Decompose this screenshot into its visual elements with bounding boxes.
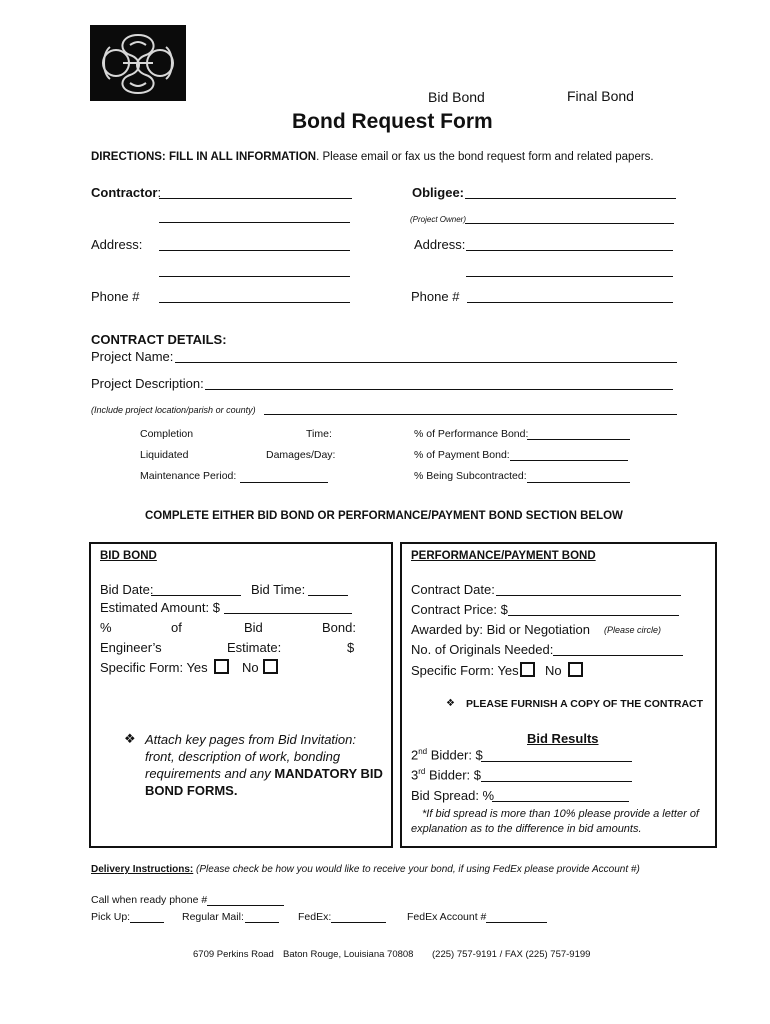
bid-results-heading: Bid Results (527, 731, 599, 746)
regular-mail-label: Regular Mail: (182, 911, 244, 923)
directions-rest: . Please email or fax us the bond request form and related papers. (316, 151, 654, 163)
contractor-address-field-line2[interactable] (159, 276, 350, 277)
performance-bond-pct-field[interactable] (527, 439, 630, 440)
attach-line1: Attach key pages from Bid Invitation: (145, 732, 356, 747)
delivery-note: (Please check be how you would like to receive your bond, if using FedEx please provide Account #) (193, 864, 640, 875)
being-subcontracted-label: % Being Subcontracted: (414, 470, 527, 482)
bid-specific-form-no-label: No (242, 660, 259, 675)
spread-note-line2: explanation as to the difference in bid amounts. (411, 823, 642, 835)
furnish-copy-note: PLEASE FURNISH A COPY OF THE CONTRACT (466, 698, 704, 710)
bid-label: Bid (244, 620, 263, 635)
attach-line4: BOND FORMS. (145, 783, 238, 798)
of-label: of (171, 620, 182, 635)
perf-specific-form-label: Specific Form: Yes (411, 663, 519, 678)
bid-specific-form-no (242, 659, 278, 675)
section-instruction: COMPLETE EITHER BID BOND OR PERFORMANCE/PAYMENT BOND SECTION BELOW (145, 510, 623, 522)
second-bidder-label (411, 747, 483, 762)
contractor-colon: : (157, 185, 162, 200)
obligee-address-field-line2[interactable] (466, 276, 673, 277)
third-bidder-label (411, 767, 481, 782)
project-description-field[interactable] (205, 389, 673, 390)
contractor-phone-field[interactable] (159, 302, 350, 303)
bid-spread-label: Bid Spread: % (411, 788, 495, 803)
estimate-label: Estimate: (227, 640, 282, 655)
contract-price-field[interactable] (508, 615, 679, 616)
obligee-phone-field[interactable] (467, 302, 673, 303)
obligee-address-field[interactable] (466, 250, 673, 251)
bid-time-label: Bid Time: (251, 582, 306, 597)
bid-bond-option: Bid Bond (428, 89, 485, 105)
third-bidder-field[interactable] (481, 781, 632, 782)
project-name-label: Project Name: (91, 349, 174, 364)
footer-city: Baton Rouge, Louisiana 70808 (283, 949, 414, 960)
location-note: (Include project location/parish or county) (91, 405, 256, 415)
call-when-ready-field[interactable] (207, 905, 284, 906)
attach-line3 (145, 766, 383, 781)
contractor-address-field[interactable] (159, 250, 350, 251)
directions-bold: DIRECTIONS: FILL IN ALL INFORMATION (91, 151, 317, 163)
dollar-label: $ (347, 640, 355, 655)
contract-details-heading: CONTRACT DETAILS: (91, 332, 227, 347)
company-logo (90, 25, 186, 101)
regular-mail-field[interactable] (245, 922, 279, 923)
obligee-field-line2[interactable] (465, 223, 674, 224)
bid-specific-form-label: Specific Form: Yes (100, 660, 208, 675)
bid-time-field[interactable] (308, 595, 348, 596)
contract-date-field[interactable] (496, 595, 681, 596)
originals-needed-label: No. of Originals Needed: (411, 642, 554, 657)
delivery-instructions (91, 864, 640, 875)
maintenance-period-field[interactable] (240, 482, 328, 483)
fedex-field[interactable] (331, 922, 386, 923)
maintenance-period-label: Maintenance Period: (140, 470, 237, 482)
being-subcontracted-field[interactable] (527, 482, 630, 483)
perf-specific-form-no (545, 662, 583, 678)
bid-specific-form-no-checkbox[interactable] (263, 659, 278, 674)
form-title: Bond Request Form (292, 110, 493, 133)
project-location-field[interactable] (264, 414, 677, 415)
third-bidder-sup: rd (418, 767, 426, 776)
second-bidder-sup: nd (418, 747, 428, 756)
second-bidder-pre: 2 (411, 747, 419, 763)
bid-spread-field[interactable] (492, 801, 629, 802)
pick-up-label: Pick Up: (91, 911, 131, 923)
please-circle-note: (Please circle) (604, 625, 662, 635)
attach-line3-italic: requirements and any (145, 766, 275, 781)
bond-label: Bond: (322, 620, 356, 635)
obligee-label: Obligee: (412, 185, 465, 200)
contractor-field[interactable] (159, 198, 352, 199)
payment-bond-pct-field[interactable] (510, 460, 628, 461)
bid-bond-heading: BID BOND (100, 550, 157, 562)
bid-date-field[interactable] (151, 595, 241, 596)
directions (91, 151, 654, 163)
obligee-field[interactable] (465, 198, 676, 199)
bid-date-label: Bid Date: (100, 582, 154, 597)
pct-label: % (100, 620, 112, 635)
third-bidder-pre: 3 (411, 767, 419, 783)
second-bidder-post: Bidder: $ (427, 747, 483, 763)
bid-specific-form (100, 659, 229, 675)
contractor-label-text: Contractor (91, 185, 158, 200)
project-owner-note: (Project Owner) (410, 215, 467, 224)
estimated-amount-label: Estimated Amount: $ (100, 600, 220, 615)
spread-note-line1: *If bid spread is more than 10% please provide a letter of (422, 808, 699, 820)
phone-label-right: Phone # (411, 289, 460, 304)
fedex-label: FedEx: (298, 911, 332, 923)
damages-day-label: Damages/Day: (266, 449, 336, 461)
address-label-right: Address: (414, 237, 466, 252)
attach-line2: front, description of work, bonding (145, 749, 341, 764)
contractor-field-line2[interactable] (159, 222, 350, 223)
pick-up-field[interactable] (130, 922, 164, 923)
diamond-bullet-icon: ❖ (124, 731, 136, 746)
contract-date-label: Contract Date: (411, 582, 495, 597)
call-when-ready-label: Call when ready phone # (91, 894, 208, 906)
attach-line3-bold: MANDATORY BID (274, 766, 383, 781)
payment-bond-pct-label: % of Payment Bond: (414, 449, 510, 461)
engineers-label: Engineer’s (100, 640, 162, 655)
completion-label: Completion (140, 428, 194, 440)
contractor-label (91, 185, 161, 200)
project-name-field[interactable] (175, 362, 677, 363)
fedex-account-field[interactable] (486, 922, 547, 923)
delivery-label: Delivery Instructions: (91, 864, 194, 875)
third-bidder-post: Bidder: $ (425, 767, 482, 783)
contract-price-label: Contract Price: $ (411, 602, 508, 617)
project-description-label: Project Description: (91, 376, 204, 391)
address-label-left: Address: (91, 237, 143, 252)
monogram-logo-icon (90, 25, 186, 101)
footer-street: 6709 Perkins Road (193, 949, 274, 960)
final-bond-option: Final Bond (567, 88, 634, 104)
perf-specific-form-yes-checkbox[interactable] (520, 662, 535, 677)
footer-phone-fax: (225) 757-9191 / FAX (225) 757-9199 (432, 949, 591, 960)
estimated-amount-field[interactable] (224, 613, 352, 614)
awarded-by-label: Awarded by: Bid or Negotiation (411, 622, 590, 637)
fedex-account-label: FedEx Account # (407, 911, 487, 923)
perf-specific-form-no-label: No (545, 663, 562, 678)
time-label: Time: (306, 428, 332, 440)
performance-bond-pct-label: % of Performance Bond: (414, 428, 529, 440)
originals-needed-field[interactable] (553, 655, 683, 656)
perf-specific-form (411, 662, 535, 678)
phone-label-left: Phone # (91, 289, 140, 304)
bid-specific-form-yes-checkbox[interactable] (214, 659, 229, 674)
second-bidder-field[interactable] (481, 761, 632, 762)
performance-bond-heading: PERFORMANCE/PAYMENT BOND (411, 550, 596, 562)
diamond-bullet-icon-2: ❖ (446, 698, 455, 709)
perf-specific-form-no-checkbox[interactable] (568, 662, 583, 677)
liquidated-label: Liquidated (140, 449, 189, 461)
